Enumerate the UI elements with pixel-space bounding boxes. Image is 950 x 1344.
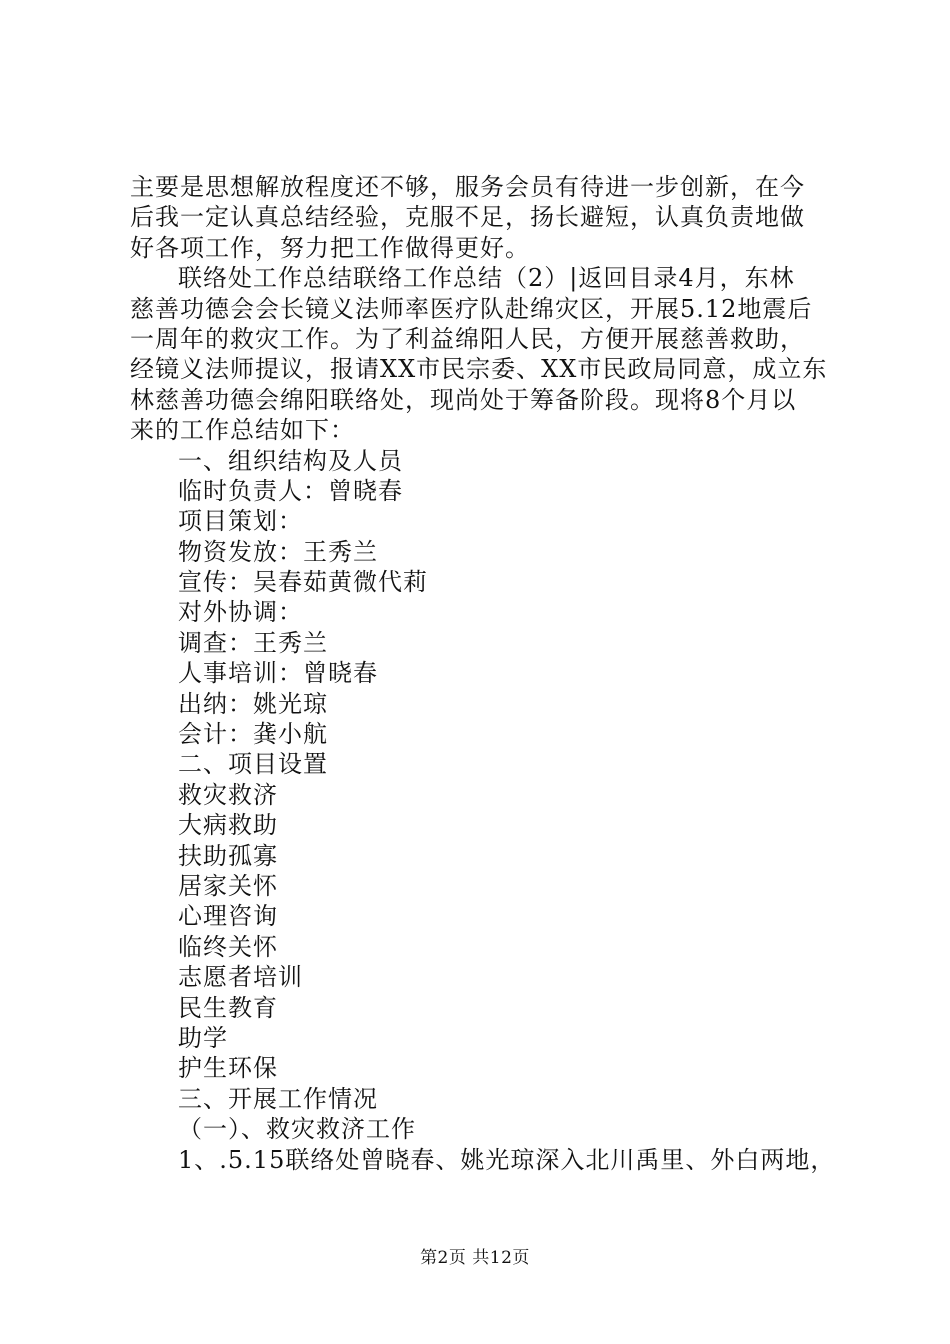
list-item: 会计：龚小航 (178, 720, 328, 749)
list-item: 民生教育 (178, 993, 278, 1022)
document-body (130, 172, 836, 1175)
section-heading: 二、项目设置 (178, 750, 328, 779)
list-item: 出纳：姚光琼 (178, 689, 328, 718)
text-line: 慈善功德会会长镜义法师率医疗队赴绵灾区，开展5.12地震后 (130, 294, 813, 323)
list-item: 心理咨询 (178, 902, 278, 931)
section-heading: 三、开展工作情况 (178, 1084, 378, 1113)
paragraph-summary (130, 172, 830, 263)
paragraph-intro (130, 263, 830, 445)
list-item: 宣传：吴春茹黄微代莉 (178, 568, 428, 597)
list-item: 人事培训：曾晓春 (178, 659, 378, 688)
page-number-label: 第2页 共12页 (420, 1248, 530, 1268)
list-item: 志愿者培训 (178, 963, 303, 992)
section-heading: 一、组织结构及人员 (178, 446, 403, 475)
list-item: 物资发放：王秀兰 (178, 537, 378, 566)
page-footer (0, 1243, 950, 1268)
subsection-heading: （一）、救灾救济工作 (178, 1115, 416, 1144)
text-line: 经镜义法师提议，报请XX市民宗委、XX市民政局同意，成立东 (130, 355, 828, 384)
text-line: 林慈善功德会绵阳联络处，现尚处于筹备阶段。现将8个月以 (130, 385, 797, 414)
text-line: 联络处工作总结联络工作总结（2）|返回目录4月，东林 (178, 264, 795, 293)
text-line: 1、.5.15联络处曾晓春、姚光琼深入北川禹里、外白两地， (178, 1145, 836, 1174)
list-item: 大病救助 (178, 811, 278, 840)
list-item: 护生环保 (178, 1054, 278, 1083)
text-line: 好各项工作，努力把工作做得更好。 (130, 233, 530, 262)
text-line: 主要是思想解放程度还不够，服务会员有待进一步创新，在今 (130, 173, 805, 201)
list-item: 救灾救济 (178, 780, 278, 809)
item-list (130, 446, 836, 1175)
list-item: 扶助孤寡 (178, 841, 278, 870)
text-line: 后我一定认真总结经验，克服不足，扬长避短，认真负责地做 (130, 203, 805, 232)
list-item: 调查：王秀兰 (178, 628, 328, 657)
text-line: 一周年的救灾工作。为了利益绵阳人民，方便开展慈善救助， (130, 324, 805, 353)
list-item: 项目策划： (178, 507, 303, 536)
text-line: 来的工作总结如下： (130, 416, 355, 445)
list-item: 助学 (178, 1023, 228, 1052)
list-item: 居家关怀 (178, 871, 278, 900)
list-item: 对外协调： (178, 598, 303, 627)
list-item: 临时负责人：曾晓春 (178, 476, 403, 505)
list-item: 临终关怀 (178, 932, 278, 961)
